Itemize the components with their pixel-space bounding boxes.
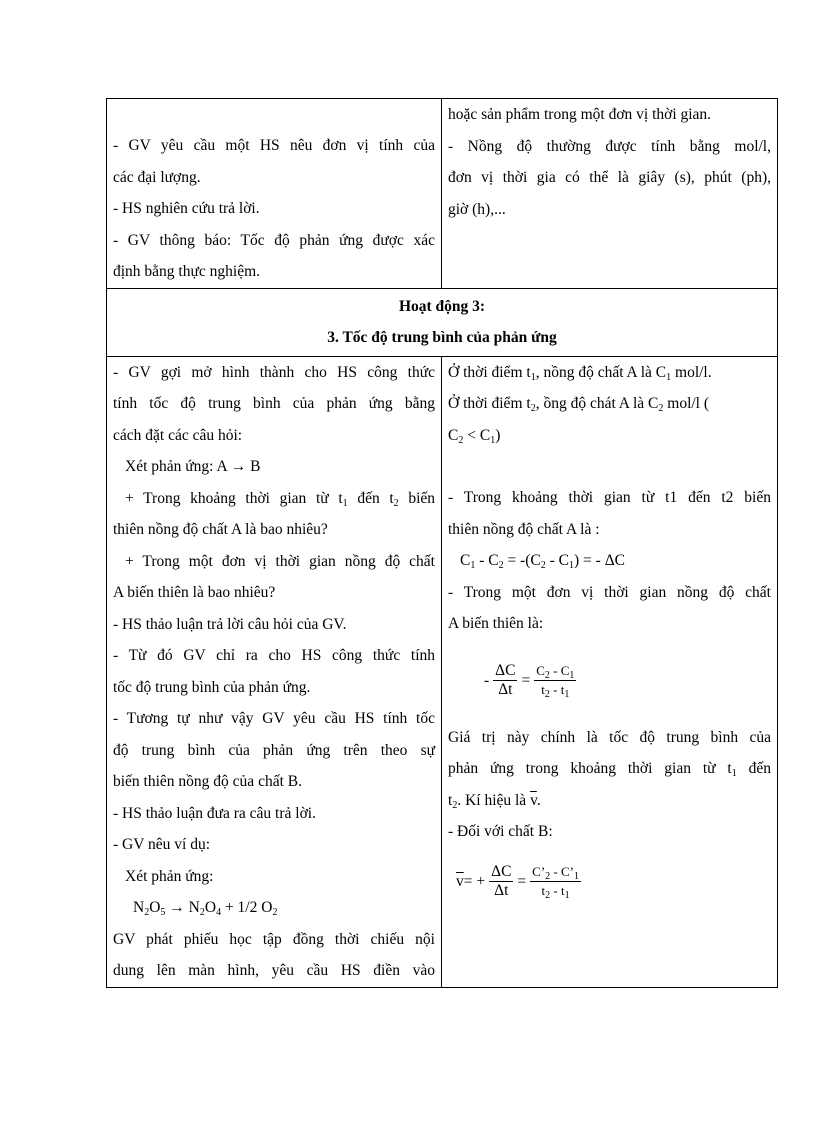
table-row bbox=[107, 288, 778, 356]
fraction: $\frac{C’_2 - C’_1}{t_2 - t_1}$ bbox=[532, 864, 580, 901]
text-line: + Trong một đơn vị thời gian nồng độ chất bbox=[125, 552, 435, 570]
text-line: thiên nồng độ chất A là : bbox=[448, 520, 600, 538]
text-line: tính tốc độ trung bình của phản ứng bằng bbox=[113, 395, 435, 412]
section-title: 3. Tốc độ trung bình của phản ứng bbox=[327, 329, 557, 346]
text-line: A biến thiên là bao nhiêu? bbox=[113, 584, 276, 601]
activity-label: Hoạt động 3: bbox=[398, 297, 486, 315]
text-line: - GV yêu cầu một HS nêu đơn vị tính của bbox=[113, 137, 435, 154]
text-line: Ở thời điểm $t_1$, nồng độ chất A là $C_1$ mol/l. bbox=[448, 363, 712, 383]
text-line: độ trung bình của phản ứng trên theo sự bbox=[113, 741, 435, 759]
text-line: - Trong khoảng thời gian từ t1 đến t2 biến bbox=[448, 489, 771, 506]
rate-formula-b: $\overline{v}$ = + $\frac{\Delta C}{\Delta t}$ = $\frac{C’_2 - C’_1}{t_2 - t_1}$ bbox=[456, 863, 580, 901]
text-line: - Đối với chất B: bbox=[448, 823, 553, 840]
text-line: - HS thảo luận đưa ra câu trả lời. bbox=[113, 804, 316, 822]
reaction-equation: $N_2O_5 \to N_2O_4 + 1/2$ $O_2$ bbox=[133, 899, 278, 918]
text-line: Giá trị này chính là tốc độ trung bình của bbox=[448, 728, 771, 746]
fraction: $\frac{\Delta C}{\Delta t}$ bbox=[495, 662, 516, 698]
text-line: Xét phản ứng: bbox=[125, 867, 214, 885]
activity-heading-cell bbox=[107, 288, 778, 356]
text-line: $C_2 < C_1$) bbox=[448, 426, 501, 446]
table-row bbox=[107, 99, 778, 289]
teacher-activity-cell bbox=[107, 99, 442, 289]
text-line: cách đặt các câu hỏi: bbox=[113, 426, 243, 444]
text-line: Xét phản ứng: A → B bbox=[125, 458, 261, 475]
text-line: dung lên màn hình, yêu cầu HS điền vào bbox=[113, 962, 435, 979]
text-line: hoặc sản phẩm trong một đơn vị thời gian. bbox=[448, 106, 712, 123]
text-line: giờ (h),... bbox=[448, 200, 506, 218]
lesson-plan-table bbox=[106, 98, 778, 988]
text-line: các đại lượng. bbox=[113, 168, 201, 186]
text-line: GV phát phiếu học tập đồng thời chiếu nội bbox=[113, 930, 435, 948]
text-line: - Nồng độ thường được tính bằng mol/l, bbox=[448, 137, 771, 155]
text-line: phản ứng trong khoảng thời gian từ $t_1$ đến bbox=[448, 760, 772, 779]
text-line: - GV nêu ví dụ: bbox=[113, 836, 211, 853]
text-line: định bằng thực nghiệm. bbox=[113, 263, 261, 280]
fraction: $\frac{C_2 - C_1}{t_2 - t_1}$ bbox=[536, 663, 575, 700]
teacher-activity-cell bbox=[107, 356, 442, 987]
text-line: - Từ đó GV chỉ ra cho HS công thức tính bbox=[113, 647, 435, 664]
text-line: - GV thông báo: Tốc độ phản ứng được xác bbox=[113, 231, 435, 249]
text-line: - GV gợi mở hình thành cho HS công thức bbox=[113, 363, 435, 381]
text-line: - Tương tự như vậy GV yêu cầu HS tính tốc bbox=[113, 710, 435, 727]
concentration-change-equation: $C_1 - C_2 = -(C_2 - C_1)$ = - ΔC bbox=[460, 552, 625, 571]
content-cell bbox=[442, 99, 778, 289]
content-cell bbox=[442, 356, 778, 987]
text-line: biến thiên nồng độ của chất B. bbox=[113, 773, 302, 790]
rate-formula-a: - $\frac{\Delta C}{\Delta t}$ = $\frac{C_2 - C_1}{t_2 - t_1}$ bbox=[484, 662, 575, 700]
text-line: - Trong một đơn vị thời gian nồng độ chất bbox=[448, 583, 771, 601]
text-line: A biến thiên là: bbox=[448, 615, 544, 632]
fraction: $\frac{\Delta C}{\Delta t}$ bbox=[491, 863, 512, 899]
text-line: - HS nghiên cứu trả lời. bbox=[113, 200, 260, 217]
text-line: thiên nồng độ chất A là bao nhiêu? bbox=[113, 521, 328, 538]
text-line: đơn vị thời gia có thể là giây (s), phút (ph), bbox=[448, 169, 771, 186]
text-line: tốc độ trung bình của phản ứng. bbox=[113, 678, 311, 696]
text-line: $t_2$. Kí hiệu là $\overline{v}$. bbox=[448, 791, 541, 811]
table-row bbox=[107, 356, 778, 987]
text-line: Ở thời điểm $t_2$, ồng độ chát A là $C_2$ mol/l ( bbox=[448, 395, 710, 414]
text-line: - HS thảo luận trả lời câu hỏi của GV. bbox=[113, 615, 347, 633]
text-line: + Trong khoảng thời gian từ $t_1$ đến $t_2$ biến bbox=[125, 489, 436, 509]
